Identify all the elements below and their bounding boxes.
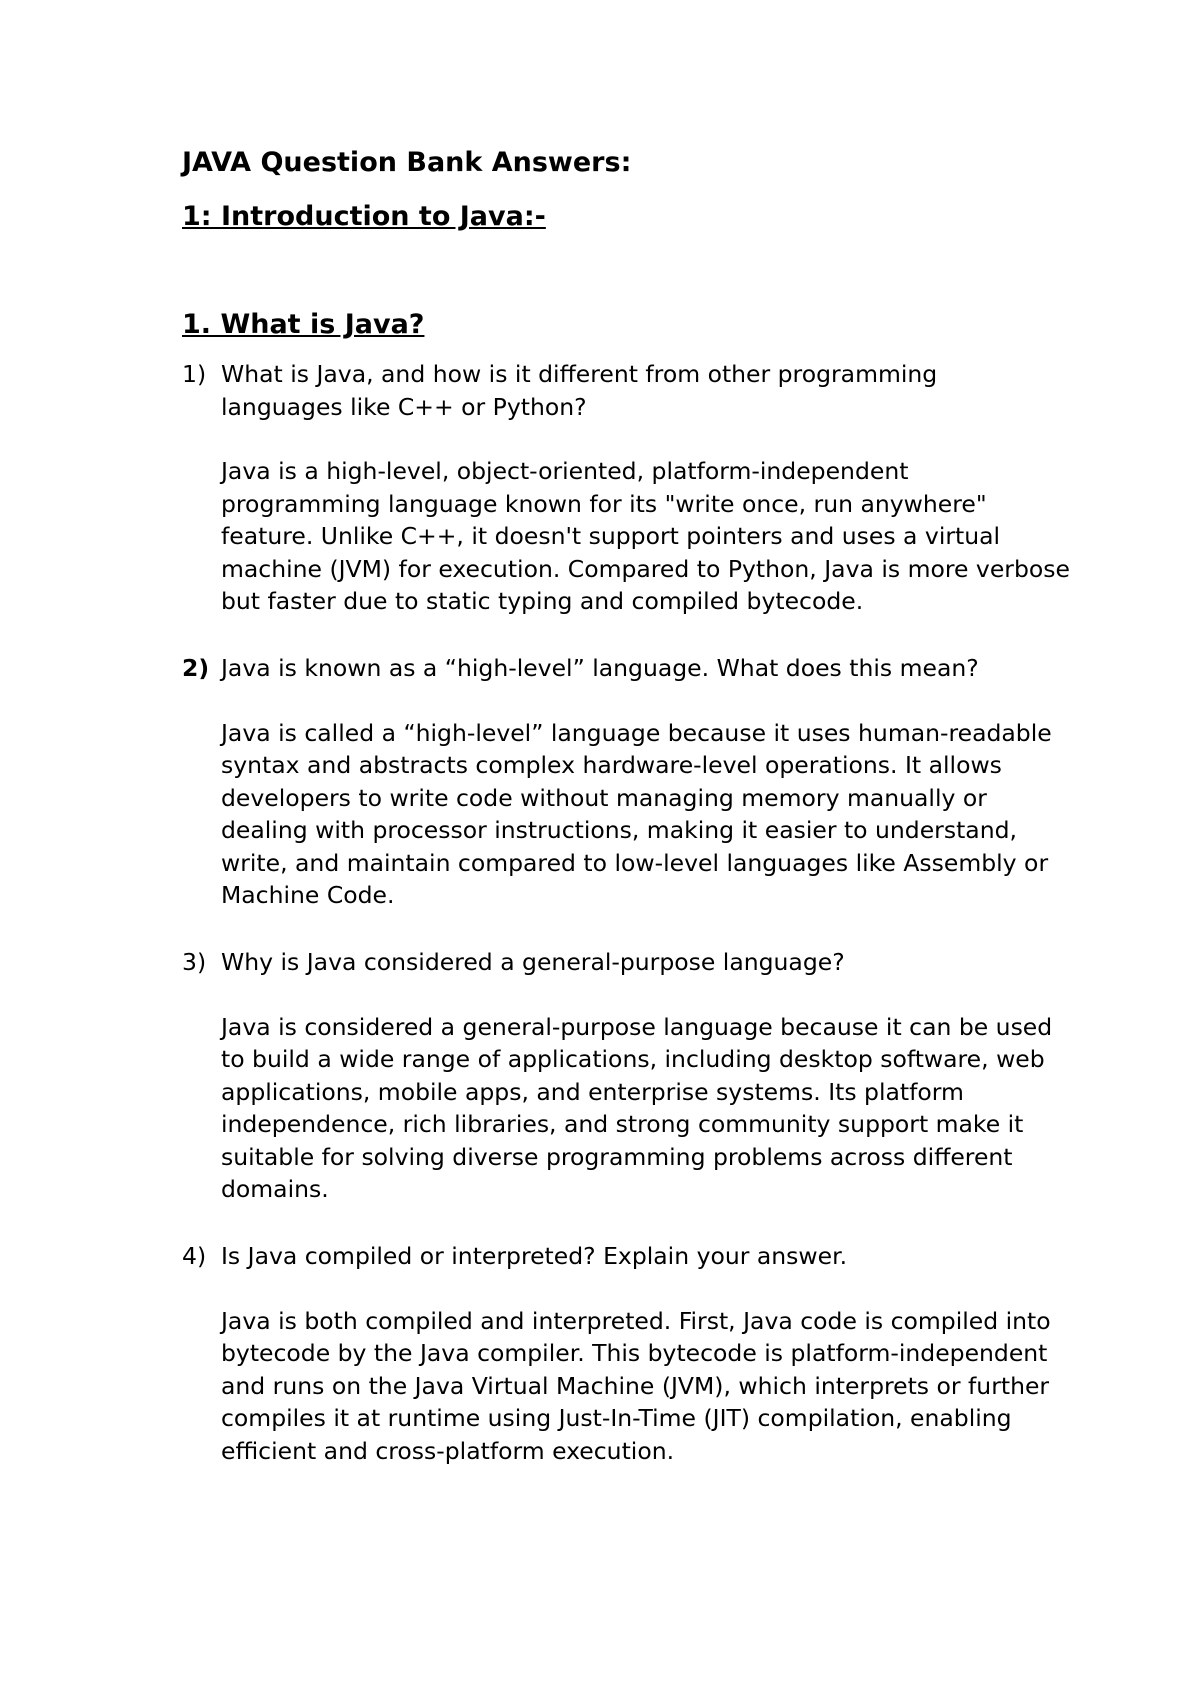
topic-heading: 1. What is Java? — [182, 309, 425, 340]
document-title: JAVA Question Bank Answers: — [182, 147, 632, 178]
question-number: 4) — [182, 1242, 207, 1270]
question-number: 2) — [182, 654, 210, 682]
question-text: What is Java, and how is it different from other programming languages like C++ or Python? — [221, 360, 938, 421]
answer-text: Java is a high-level, object-oriented, platform-independent programming language known for its "write once, run anywhere" feature. Unlike C++, it doesn't support pointers and uses a virtual machine (JVM) for execution. Compared to Python, Java is more verbose but faster due to static typing and compiled bytecode. — [221, 457, 1070, 615]
qa-item-4 — [182, 1240, 1082, 1467]
answer-text: Java is both compiled and interpreted. First, Java code is compiled into bytecode by the Java compiler. This bytecode is platform-independent and runs on the Java Virtual Machine (JVM), which interprets or further compiles it at runtime using Just-In-Time (JIT) compilation, enabling efficient and cross-platform execution. — [221, 1306, 1051, 1465]
question-row — [182, 652, 1082, 685]
question-text: Java is known as a “high-level” language. What does this mean? — [221, 654, 979, 682]
qa-item-3 — [182, 946, 1082, 1206]
question-row — [182, 358, 1082, 423]
question-row — [182, 946, 1082, 979]
qa-item-2 — [182, 652, 1082, 912]
answer-text: Java is called a “high-level” language because it uses human-readable syntax and abstracts complex hardware-level operations. It allows developers to write code without managing memory manually or dealing with processor instructions, making it easier to understand, write, and maintain compared to low-level languages like Assembly or Machine Code. — [221, 718, 1052, 909]
question-number: 3) — [182, 948, 207, 976]
section-heading: 1: Introduction to Java:- — [182, 201, 546, 232]
question-row — [182, 1240, 1082, 1273]
question-number: 1) — [182, 360, 207, 388]
answer-text: Java is considered a general-purpose language because it can be used to build a wide range of applications, including desktop software, web applications, mobile apps, and enterprise systems. Its platform independence, rich libraries, and strong community support make it suitable for solving diverse programming problems across different domains. — [221, 1012, 1053, 1203]
question-text: Why is Java considered a general-purpose language? — [221, 948, 845, 976]
qa-item-1 — [182, 358, 1082, 618]
question-text: Is Java compiled or interpreted? Explain your answer. — [221, 1242, 848, 1270]
